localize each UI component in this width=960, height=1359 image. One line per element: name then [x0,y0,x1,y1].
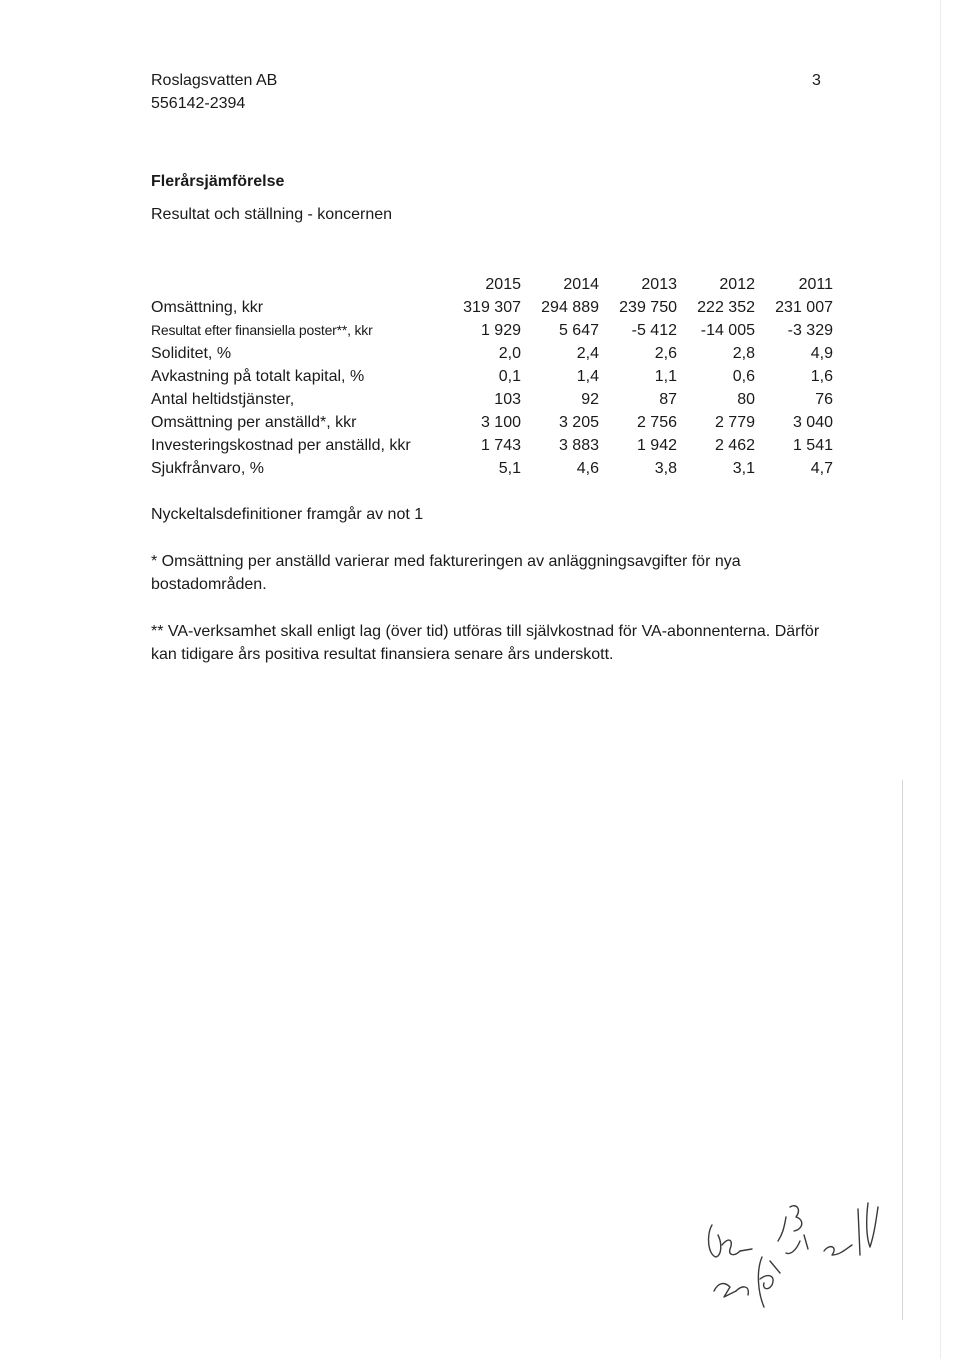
cell-value: 4,7 [810,460,833,477]
year-header: 2011 [798,276,833,293]
table-row [148,388,833,411]
table-header-row [148,273,833,296]
row-label: Investeringskostnad per anställd, kkr [151,437,411,454]
multi-year-table [148,273,833,480]
cell-value: -5 412 [631,322,677,339]
cell-value: 4,9 [810,345,833,362]
year-header: 2014 [563,276,599,293]
cell-value: 3 100 [480,414,521,431]
cell-value: 87 [659,391,677,408]
cell-value: 80 [737,391,755,408]
table-row [148,411,833,434]
page-number: 3 [812,72,821,89]
cell-value: -14 005 [700,322,755,339]
cell-value: 3,8 [654,460,677,477]
cell-value: 3,1 [732,460,755,477]
row-label: Avkastning på totalt kapital, % [151,368,365,385]
cell-value: 0,1 [498,368,521,385]
year-header: 2013 [641,276,677,293]
cell-value: 4,6 [576,460,599,477]
year-header: 2015 [485,276,521,293]
cell-value: 2 462 [714,437,755,454]
row-label: Sjukfrånvaro, % [151,460,264,477]
cell-value: 3 205 [558,414,599,431]
company-name: Roslagsvatten AB [151,72,278,89]
row-label: Resultat efter finansiella poster**, kkr [151,322,373,338]
row-label: Omsättning per anställd*, kkr [151,414,357,431]
table-row [148,434,833,457]
cell-value: 92 [581,391,599,408]
scan-edge-line [940,0,941,1359]
cell-value: 5,1 [498,460,521,477]
cell-value: 1,1 [654,368,677,385]
scan-edge-line [902,780,903,1320]
cell-value: 319 307 [463,299,521,316]
row-label: Omsättning, kkr [151,299,264,316]
row-label: Soliditet, % [151,345,232,362]
section-heading: Flerårsjämförelse [151,173,285,190]
table-row [148,342,833,365]
cell-value: 3 883 [558,437,599,454]
cell-value: 239 750 [619,299,677,316]
cell-value: 1,6 [810,368,833,385]
cell-value: -3 329 [787,322,833,339]
year-header: 2012 [719,276,755,293]
cell-value: 5 647 [558,322,599,339]
cell-value: 2,4 [576,345,599,362]
cell-value: 1 743 [480,437,521,454]
cell-value: 294 889 [541,299,599,316]
table-row [148,296,833,319]
cell-value: 76 [815,391,833,408]
cell-value: 1,4 [576,368,599,385]
cell-value: 3 040 [792,414,833,431]
cell-value: 2 779 [714,414,755,431]
cell-value: 1 929 [480,322,521,339]
definitions-note: Nyckeltalsdefinitioner framgår av not 1 [151,506,424,523]
footnote-1: * Omsättning per anställd varierar med faktureringen av anläggningsavgifter för nya bostadområden. [151,553,741,593]
cell-value: 231 007 [775,299,833,316]
table-header-label [148,273,443,296]
cell-value: 2 756 [636,414,677,431]
table-row [148,457,833,480]
cell-value: 1 541 [792,437,833,454]
cell-value: 222 352 [697,299,755,316]
cell-value: 2,8 [732,345,755,362]
cell-value: 2,6 [654,345,677,362]
section-subheading: Resultat och ställning - koncernen [151,206,393,223]
cell-value: 1 942 [636,437,677,454]
handwritten-initials [700,1195,900,1320]
table-row [148,319,833,342]
cell-value: 103 [494,391,521,408]
cell-value: 2,0 [498,345,521,362]
row-label: Antal heltidstjänster, [151,391,295,408]
cell-value: 0,6 [732,368,755,385]
footnote-2: ** VA-verksamhet skall enligt lag (över tid) utföras till självkostnad för VA-abonnenterna. Därför kan tidigare års positiva resultat finansiera senare års underskott. [151,623,820,663]
table-row [148,365,833,388]
org-number: 556142-2394 [151,95,246,112]
